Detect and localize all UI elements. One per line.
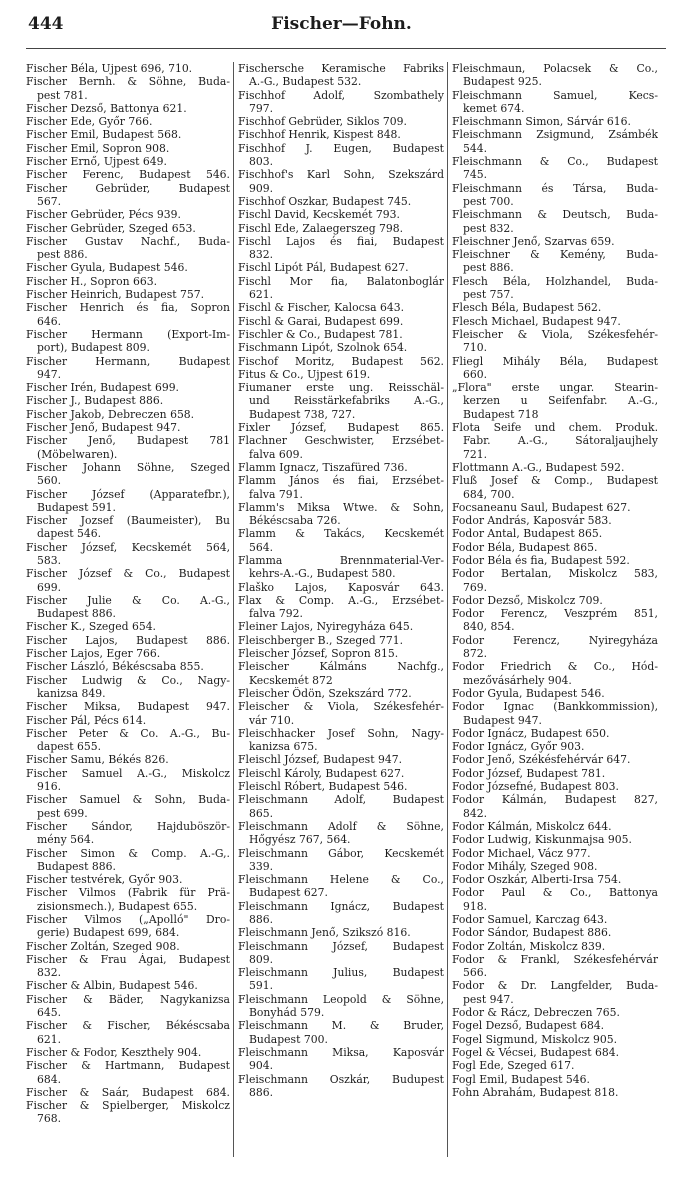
entry-line: Fischer József, Kecskemét 564,	[26, 540, 230, 554]
entry-continuation-line: kanizsa 849.	[37, 686, 106, 700]
entry-line: Fodor Antal, Budapest 865.	[452, 527, 603, 541]
entry-line: Fischer Samuel A.-G., Miskolcz	[26, 766, 230, 780]
entry-line: Fleischner Jenő, Szarvas 659.	[452, 234, 615, 248]
entry-line: Fischl David, Kecskemét 793.	[238, 208, 400, 222]
entry-continuation-line: pest 832.	[463, 221, 514, 235]
entry-continuation-line: Budapest 886.	[37, 607, 116, 621]
entry-continuation-line: A.-G., Budapest 532.	[249, 75, 362, 89]
entry-line: Fischer Gyula, Budapest 546.	[26, 261, 188, 275]
entry-continuation-line: (Möbelwaren).	[37, 447, 118, 461]
entry-continuation-line: kanizsa 675.	[249, 740, 318, 754]
entry-continuation-line: 809.	[249, 952, 274, 966]
entry-line: Fischer Heinrich, Budapest 757.	[26, 288, 205, 302]
entry-line: Fischer Sándor, Hajduböször-	[26, 819, 230, 833]
entry-line: Fischer Ede, Győr 766.	[26, 115, 153, 129]
entry-continuation-line: kehrs-A.-G., Budapest 580.	[249, 567, 396, 581]
entry-continuation-line: Budapest 627.	[249, 886, 328, 900]
entry-continuation-line: port), Budapest 809.	[37, 341, 150, 355]
entry-line: Fischer Johann Söhne, Szeged	[26, 460, 230, 474]
column-divider	[447, 62, 448, 1157]
entry-line: Flamma Brennmaterial-Ver-	[238, 553, 444, 567]
entry-line: Fogel Dezső, Budapest 684.	[452, 1019, 605, 1033]
entry-line: Fischer József & Co., Budapest	[26, 567, 230, 581]
entry-line: Fleischberger B., Szeged 771.	[238, 633, 404, 647]
entry-line: Fleischner & Kemény, Buda-	[452, 248, 658, 262]
entry-continuation-line: Budapest 738, 727.	[249, 407, 356, 421]
entry-line: Fleischl József, Budapest 947.	[238, 753, 403, 767]
entry-line: Fischer & Fodor, Keszthely 904.	[26, 1045, 202, 1059]
entry-continuation-line: 842.	[463, 806, 488, 820]
entry-continuation-line: 916.	[37, 780, 62, 794]
entry-line: Fischer Gebrüder, Budapest	[26, 181, 230, 195]
entry-continuation-line: 909.	[249, 181, 274, 195]
entry-line: Fleischmann Samuel, Kecs-	[452, 88, 658, 102]
entry-line: Fischer Henrich és fia, Sopron	[26, 301, 230, 315]
header-rule	[26, 48, 666, 49]
entry-line: Fodor Mihály, Szeged 908.	[452, 859, 598, 873]
entry-continuation-line: 865.	[249, 806, 274, 820]
entry-continuation-line: dapest 546.	[37, 527, 102, 541]
entry-line: Fodor András, Kaposvár 583.	[452, 514, 612, 528]
entry-line: Fleischmann Jenő, Szikszó 816.	[238, 926, 411, 940]
entry-line: Fogl Emil, Budapest 546.	[452, 1072, 590, 1086]
entry-continuation-line: pest 886.	[37, 248, 88, 262]
entry-line: Fischl Lipót Pál, Budapest 627.	[238, 261, 409, 275]
entry-continuation-line: pest 781.	[37, 88, 88, 102]
entry-continuation-line: Hőgyész 767, 564.	[249, 833, 351, 847]
entry-line: Fischer Lajos, Eger 766.	[26, 647, 161, 661]
entry-continuation-line: pest 700.	[463, 194, 514, 208]
entry-line: Fischer Jenő, Budapest 781	[26, 434, 230, 448]
entry-continuation-line: 560.	[37, 474, 62, 488]
entry-line: Fleischmann & Co., Budapest	[452, 155, 658, 169]
entry-line: Fleischhacker Josef Sohn, Nagy-	[238, 726, 444, 740]
entry-line: Fodor Ferencz, Veszprém 851,	[452, 607, 658, 621]
entry-line: Fitus & Co., Ujpest 619.	[238, 367, 371, 381]
entry-line: Fischhof Adolf, Szombathely	[238, 88, 444, 102]
entry-line: Fischer Dezső, Battonya 621.	[26, 101, 187, 115]
entry-line: Fleischmann M. & Bruder,	[238, 1019, 444, 1033]
entry-line: Fodor Gyula, Budapest 546.	[452, 686, 605, 700]
entry-line: Fischer Irén, Budapest 699.	[26, 381, 179, 395]
entry-line: Fohn Abrahám, Budapest 818.	[452, 1085, 619, 1099]
entry-line: Fischl & Garai, Budapest 699.	[238, 314, 404, 328]
entry-line: Fodor Ignac (Bankkommission),	[452, 700, 658, 714]
entry-continuation-line: mény 564.	[37, 833, 95, 847]
entry-line: Fischl & Fischer, Kalocsa 643.	[238, 301, 405, 315]
entry-line: Fleischmann Leopold & Söhne,	[238, 992, 444, 1006]
entry-continuation-line: 660.	[463, 367, 488, 381]
entry-line: Fodor Ignácz, Budapest 650.	[452, 726, 610, 740]
entry-line: Fodor Friedrich & Co., Hód-	[452, 660, 658, 674]
entry-line: Fischer Béla, Ujpest 696, 710.	[26, 62, 193, 75]
entry-continuation-line: 684.	[37, 1072, 62, 1086]
entry-continuation-line: 621.	[37, 1032, 62, 1046]
entry-line: Fischer Vilmos (Fabrik für Prä-	[26, 886, 230, 900]
entry-continuation-line: 645.	[37, 1006, 62, 1020]
entry-continuation-line: 699.	[37, 580, 62, 594]
entry-continuation-line: 721.	[463, 447, 488, 461]
entry-line: Fodor Kálmán, Budapest 827,	[452, 793, 658, 807]
entry-line: Fleischmann Adolf, Budapest	[238, 793, 444, 807]
entry-line: Fodor Dezső, Miskolcz 709.	[452, 593, 603, 607]
entry-line: Fleischmann Adolf & Söhne,	[238, 819, 444, 833]
entry-line: Fischer Jenő, Budapest 947.	[26, 421, 181, 435]
column-3	[452, 62, 658, 1099]
column-2	[238, 62, 444, 1099]
entry-line: Fodor Ferencz, Nyiregyháza	[452, 633, 658, 647]
entry-line: Fluß Josef & Comp., Budapest	[452, 474, 658, 488]
entry-continuation-line: Budapest 591.	[37, 500, 116, 514]
entry-line: Fischhof J. Eugen, Budapest	[238, 141, 444, 155]
entry-line: Fischer Zoltán, Szeged 908.	[26, 939, 180, 953]
entry-continuation-line: pest 699.	[37, 806, 88, 820]
entry-line: Fodor Oszkár, Alberti-Irsa 754.	[452, 873, 622, 887]
entry-continuation-line: 646.	[37, 314, 62, 328]
entry-line: Fischer Hermann (Export-Im-	[26, 327, 230, 341]
entry-line: Fischer Emil, Budapest 568.	[26, 128, 182, 142]
entry-line: Fischhof's Karl Sohn, Szekszárd	[238, 168, 444, 182]
entry-line: Fleischmann Gábor, Kecskemét	[238, 846, 444, 860]
entry-continuation-line: 832.	[37, 966, 62, 980]
entry-line: Fleischer & Viola, Székesfehér-	[452, 327, 658, 341]
entry-line: Fischer Vilmos („Apolló" Dro-	[26, 913, 230, 926]
entry-continuation-line: gerie) Budapest 699, 684.	[37, 926, 180, 940]
entry-line: Fischer Ludwig & Co., Nagy-	[26, 673, 230, 687]
entry-line: Fodor & Rácz, Debreczen 765.	[452, 1006, 620, 1020]
entry-continuation-line: 591.	[249, 979, 274, 993]
entry-line: Fischer & Saár, Budapest 684.	[26, 1085, 230, 1099]
entry-line: Fischer Samu, Békés 826.	[26, 753, 169, 767]
page-number: 444	[28, 14, 64, 34]
entry-continuation-line: Békéscsaba 726.	[249, 514, 341, 528]
entry-continuation-line: 797.	[249, 101, 274, 115]
entry-line: Fischer Peter & Co. A.-G., Bu-	[26, 726, 230, 740]
entry-continuation-line: 918.	[463, 899, 488, 913]
entry-line: Fischler & Co., Budapest 781.	[238, 327, 403, 341]
entry-line: Fischer László, Békéscsaba 855.	[26, 660, 204, 674]
entry-line: Fodor Kálmán, Miskolcz 644.	[452, 819, 612, 833]
entry-line: Fischer Lajos, Budapest 886.	[26, 633, 230, 647]
entry-continuation-line: 886.	[249, 913, 274, 926]
entry-line: Fischer Hermann, Budapest	[26, 354, 230, 368]
entry-line: Fodor Sándor, Budapest 886.	[452, 926, 612, 940]
entry-line: Focsaneanu Saul, Budapest 627.	[452, 500, 631, 514]
entry-continuation-line: 621.	[249, 288, 274, 302]
entry-continuation-line: 832.	[249, 248, 274, 262]
entry-continuation-line: 947.	[37, 367, 62, 381]
entry-line: Fixler József, Budapest 865.	[238, 421, 444, 435]
entry-line: Fischer H., Sopron 663.	[26, 274, 158, 288]
entry-continuation-line: mezővásárhely 904.	[463, 673, 572, 687]
entry-continuation-line: falva 792.	[249, 607, 303, 621]
entry-line: Fleischer Kálmáns Nachfg.,	[238, 660, 444, 674]
entry-line: Fischl Lajos és fiai, Budapest	[238, 234, 444, 248]
entry-continuation-line: Budapest 947.	[463, 713, 542, 727]
entry-line: Fischer Simon & Comp. A.-G,.	[26, 846, 230, 860]
entry-continuation-line: Fabr. A.-G., Sátoraljaujhely	[463, 434, 658, 448]
entry-line: Flamm János és fiai, Erzsébet-	[238, 474, 444, 488]
entry-line: Fischer Gustav Nachf., Buda-	[26, 234, 230, 248]
entry-line: Fischhof Henrik, Kispest 848.	[238, 128, 401, 142]
entry-line: Fodor Bertalan, Miskolcz 583,	[452, 567, 658, 581]
entry-line: Fischhof Gebrüder, Siklos 709.	[238, 115, 407, 129]
entry-continuation-line: Kecskemét 872	[249, 673, 333, 687]
entry-line: Flota Seife und chem. Produk.	[452, 421, 658, 435]
entry-line: Fogl Ede, Szeged 617.	[452, 1059, 575, 1073]
entry-continuation-line: 840, 854.	[463, 620, 515, 634]
column-1	[26, 62, 230, 1126]
entry-line: Fischer Pál, Pécs 614.	[26, 713, 147, 727]
entry-continuation-line: 886.	[249, 1085, 274, 1099]
entry-line: Fleischmaun, Polacsek & Co.,	[452, 62, 658, 75]
entry-line: Fischer & Bäder, Nagykanizsa	[26, 992, 230, 1006]
entry-line: Fleischer & Viola, Székesfehér-	[238, 700, 444, 714]
entry-line: Flottmann A.-G., Budapest 592.	[452, 460, 625, 474]
entry-line: Fleischmann Oszkár, Budupest	[238, 1072, 444, 1086]
entry-line: Fischer & Fischer, Békéscsaba	[26, 1019, 230, 1033]
entry-line: Fischer & Albin, Budapest 546.	[26, 979, 198, 993]
entry-line: Fleischmann Simon, Sárvár 616.	[452, 115, 631, 129]
entry-continuation-line: 566.	[463, 966, 488, 980]
entry-continuation-line: 904.	[249, 1059, 274, 1073]
entry-line: Fleischmann Miksa, Kaposvár	[238, 1045, 444, 1059]
entry-line: Fischer & Hartmann, Budapest	[26, 1059, 230, 1073]
entry-line: Fischl Ede, Zalaegerszeg 798.	[238, 221, 404, 235]
entry-line: Fischer testvérek, Győr 903.	[26, 873, 183, 887]
entry-line: Fodor & Frankl, Székesfehérvár	[452, 952, 658, 966]
entry-continuation-line: zisionsmech.), Budapest 655.	[37, 899, 198, 913]
entry-line: Fleischmann és Társa, Buda-	[452, 181, 658, 195]
entry-continuation-line: Budapest 886.	[37, 859, 116, 873]
entry-line: Fischer Miksa, Budapest 947.	[26, 700, 230, 714]
entry-line: Fischer K., Szeged 654.	[26, 620, 156, 634]
entry-line: Fleischmann Zsigmund, Zsámbék	[452, 128, 658, 142]
entry-continuation-line: 684, 700.	[463, 487, 515, 501]
entry-line: Fischer Bernh. & Söhne, Buda-	[26, 75, 230, 89]
running-title: Fischer—Fohn.	[271, 14, 412, 34]
entry-line: Fodor Paul & Co., Battonya	[452, 886, 658, 900]
entry-continuation-line: pest 947.	[463, 992, 514, 1006]
entry-line: Fischl Mor fia, Balatonboglár	[238, 274, 444, 288]
entry-line: Fischer Emil, Sopron 908.	[26, 141, 170, 155]
entry-continuation-line: 745.	[463, 168, 488, 182]
entry-continuation-line: 710.	[463, 341, 488, 355]
entry-continuation-line: 769.	[463, 580, 488, 594]
entry-line: Flamm's Miksa Wtwe. & Sohn,	[238, 500, 444, 514]
entry-line: Fliegl Mihály Béla, Budapest	[452, 354, 658, 368]
entry-line: Fodor Jenő, Székésfehérvár 647.	[452, 753, 631, 767]
entry-line: Fischer Jakob, Debreczen 658.	[26, 407, 195, 421]
entry-continuation-line: 339.	[249, 859, 274, 873]
entry-line: Fodor József, Budapest 781.	[452, 766, 606, 780]
entry-line: Fodor Józsefné, Budapest 803.	[452, 780, 619, 794]
entry-line: Fischer Ferenc, Budapest 546.	[26, 168, 230, 182]
entry-continuation-line: Bonyhád 579.	[249, 1006, 325, 1020]
entry-line: Fleischmann Julius, Budapest	[238, 966, 444, 980]
entry-line: Flesch Béla, Budapest 562.	[452, 301, 602, 315]
entry-line: Fischer & Frau Ágai, Budapest	[26, 952, 230, 966]
entry-continuation-line: Budapest 700.	[249, 1032, 328, 1046]
entry-continuation-line: Budapest 718	[463, 407, 539, 421]
entry-line: Flachner Geschwister, Erzsébet-	[238, 434, 444, 448]
entry-line: Fleiner Lajos, Nyiregyháza 645.	[238, 620, 414, 634]
entry-line: Fleischmann Ignácz, Budapest	[238, 899, 444, 913]
entry-line: Flaško Lajos, Kaposvár 643.	[238, 580, 444, 594]
entry-line: Fodor Ignácz, Győr 903.	[452, 740, 585, 754]
entry-line: Fleischl Károly, Budapest 627.	[238, 766, 405, 780]
entry-continuation-line: falva 609.	[249, 447, 303, 461]
entry-line: Fischer Julie & Co. A.-G.,	[26, 593, 230, 607]
entry-line: Fiumaner erste ung. Reisschäl-	[238, 381, 444, 395]
entry-line: Flesch Michael, Budapest 947.	[452, 314, 621, 328]
entry-line: Fodor & Dr. Langfelder, Buda-	[452, 979, 658, 993]
entry-continuation-line: pest 886.	[463, 261, 514, 275]
entry-line: Flamm Ignacz, Tiszafüred 736.	[238, 460, 408, 474]
entry-line: Fogel & Vécsei, Budapest 684.	[452, 1045, 620, 1059]
entry-line: Flesch Béla, Holzhandel, Buda-	[452, 274, 658, 288]
entry-continuation-line: 872.	[463, 647, 488, 661]
entry-line: Fischer Gebrüder, Szeged 653.	[26, 221, 196, 235]
entry-continuation-line: 564.	[249, 540, 274, 554]
entry-line: Fischersche Keramische Fabriks	[238, 62, 444, 75]
entry-line: Fleischer Ödön, Szekszárd 772.	[238, 686, 412, 700]
entry-line: Fischer Samuel & Sohn, Buda-	[26, 793, 230, 807]
entry-line: Fodor Samuel, Karczag 643.	[452, 913, 608, 926]
entry-line: Fischer & Spielberger, Miskolcz	[26, 1099, 230, 1113]
entry-line: Fleischmann Helene & Co.,	[238, 873, 444, 887]
entry-continuation-line: 803.	[249, 155, 274, 169]
entry-line: Fleischmann József, Budapest	[238, 939, 444, 953]
entry-line: Fischer Gebrüder, Pécs 939.	[26, 208, 181, 222]
entry-line: Fodor Béla és fia, Budapest 592.	[452, 553, 630, 567]
entry-continuation-line: 583.	[37, 553, 62, 567]
entry-continuation-line: pest 757.	[463, 288, 514, 302]
column-divider	[233, 62, 234, 1157]
entry-continuation-line: vár 710.	[249, 713, 295, 727]
entry-continuation-line: dapest 655.	[37, 740, 102, 754]
entry-continuation-line: 544.	[463, 141, 488, 155]
entry-line: Fodor Ludwig, Kiskunmajsa 905.	[452, 833, 632, 847]
entry-continuation-line: falva 791.	[249, 487, 303, 501]
entry-line: Fischhof Oszkar, Budapest 745.	[238, 194, 412, 208]
entry-line: Fischer J., Budapest 886.	[26, 394, 164, 408]
entry-line: Fischmann Lipót, Szolnok 654.	[238, 341, 408, 355]
entry-continuation-line: 768.	[37, 1112, 62, 1126]
entry-line: Fischer Ernő, Ujpest 649.	[26, 155, 167, 169]
entry-line: Flax & Comp. A.-G., Erzsébet-	[238, 593, 444, 607]
entry-line: Fleischmann & Deutsch, Buda-	[452, 208, 658, 222]
entry-line: Fleischl Róbert, Budapest 546.	[238, 780, 408, 794]
entry-line: Fodor Zoltán, Miskolcz 839.	[452, 939, 606, 953]
entry-line: Fogel Sigmund, Miskolcz 905.	[452, 1032, 618, 1046]
entry-line: Fodor Michael, Vácz 977.	[452, 846, 591, 860]
entry-line: Flamm & Takács, Kecskemét	[238, 527, 444, 541]
entry-continuation-line: kemet 674.	[463, 101, 525, 115]
entry-continuation-line: 567.	[37, 194, 62, 208]
entry-line: Fleischer József, Sopron 815.	[238, 647, 399, 661]
entry-line: Fischof Moritz, Budapest 562.	[238, 354, 444, 368]
entry-continuation-line: und Reisstärkefabriks A.-G.,	[249, 394, 444, 408]
entry-line: Fischer József (Apparatefbr.),	[26, 487, 230, 501]
entry-line: Fodor Béla, Budapest 865.	[452, 540, 598, 554]
entry-continuation-line: kerzen u Seifenfabr. A.-G.,	[463, 394, 658, 408]
entry-line: „Flora" erste ungar. Stearin-	[452, 381, 658, 395]
entry-continuation-line: Budapest 925.	[463, 75, 542, 89]
entry-line: Fischer Jozsef (Baumeister), Bu	[26, 514, 230, 528]
